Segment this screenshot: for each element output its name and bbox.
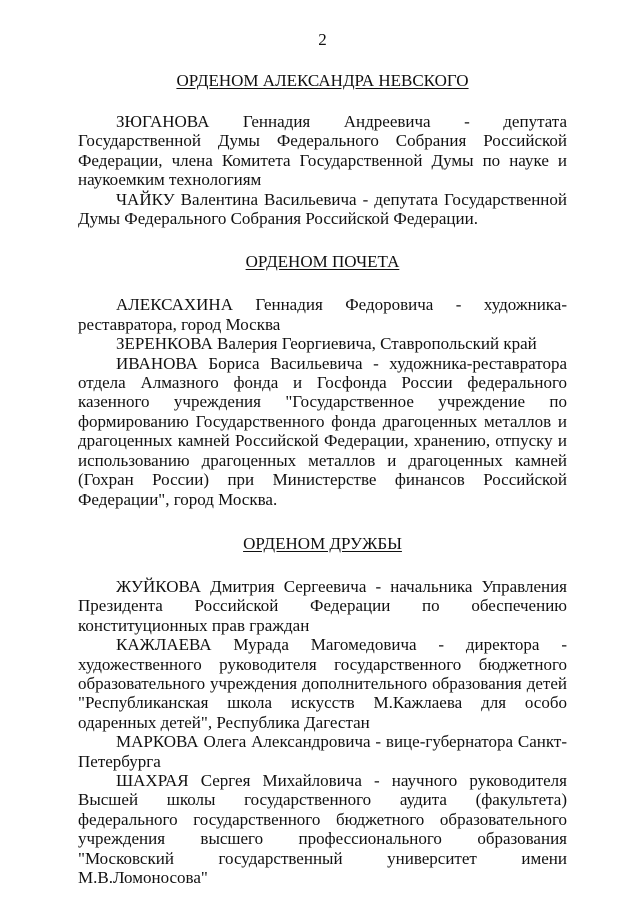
award-entry: АЛЕКСАХИНА Геннадия Федоровича - художника-реставратора, город Москва [78,295,567,334]
award-entry: ЗЮГАНОВА Геннадия Андреевича - депутата Государственной Думы Федерального Собрания Российской Федерации, члена Комитета Государственной Думы по науке и наукоемким технологиям [78,112,567,190]
section-heading: ОРДЕНОМ ПОЧЕТА [245,252,400,272]
award-entry: ИВАНОВА Бориса Васильевича - художника-реставратора отдела Алмазного фонда и Госфонда России федерального казенного учреждения "Государственное учреждение по формированию Государственного фонда драгоценных металлов и драгоценных камней Российской Федерации, хранению, отпуску и использованию драгоценных металлов и драгоценных камней (Гохран России) при Министерстве финансов Российской Федерации", город Москва. [78,353,567,509]
award-entry: МАРКОВА Олега Александровича - вице-губернатора Санкт-Петербурга [78,732,567,771]
award-entry: ШАХРАЯ Сергея Михайловича - научного руководителя Высшей школы государственного аудита (факультета) федерального государственного бюджетного образовательного учреждения высшего профессионального образования "Московский государственный университет имени М.В.Ломоносова" [78,770,567,887]
section-order-of-honor [78,252,567,508]
award-entry: ЖУЙКОВА Дмитрия Сергеевича - начальника Управления Президента Российской Федерации по обеспечению конституционных прав граждан [78,576,567,635]
section-heading: ОРДЕНОМ АЛЕКСАНДРА НЕВСКОГО [176,71,469,90]
document-page [78,30,567,887]
award-entry: ЗЕРЕНКОВА Валерия Георгиевича, Ставропольский край [116,334,537,354]
award-entry: ЧАЙКУ Валентина Васильевича - депутата Государственной Думы Федерального Собрания Российской Федерации. [78,189,567,229]
section-heading: ОРДЕНОМ ДРУЖБЫ [243,533,402,553]
section-order-alexander-nevsky [78,71,567,228]
section-order-of-friendship [78,534,567,888]
award-entry: КАЖЛАЕВА Мурада Магомедовича - директора - художественного руководителя государственного бюджетного образовательного учреждения дополнительного образования детей "Республиканская школа искусств М.Кажлаева для особо одаренных детей", Республика Дагестан [78,635,567,732]
page-number: 2 [318,30,327,49]
